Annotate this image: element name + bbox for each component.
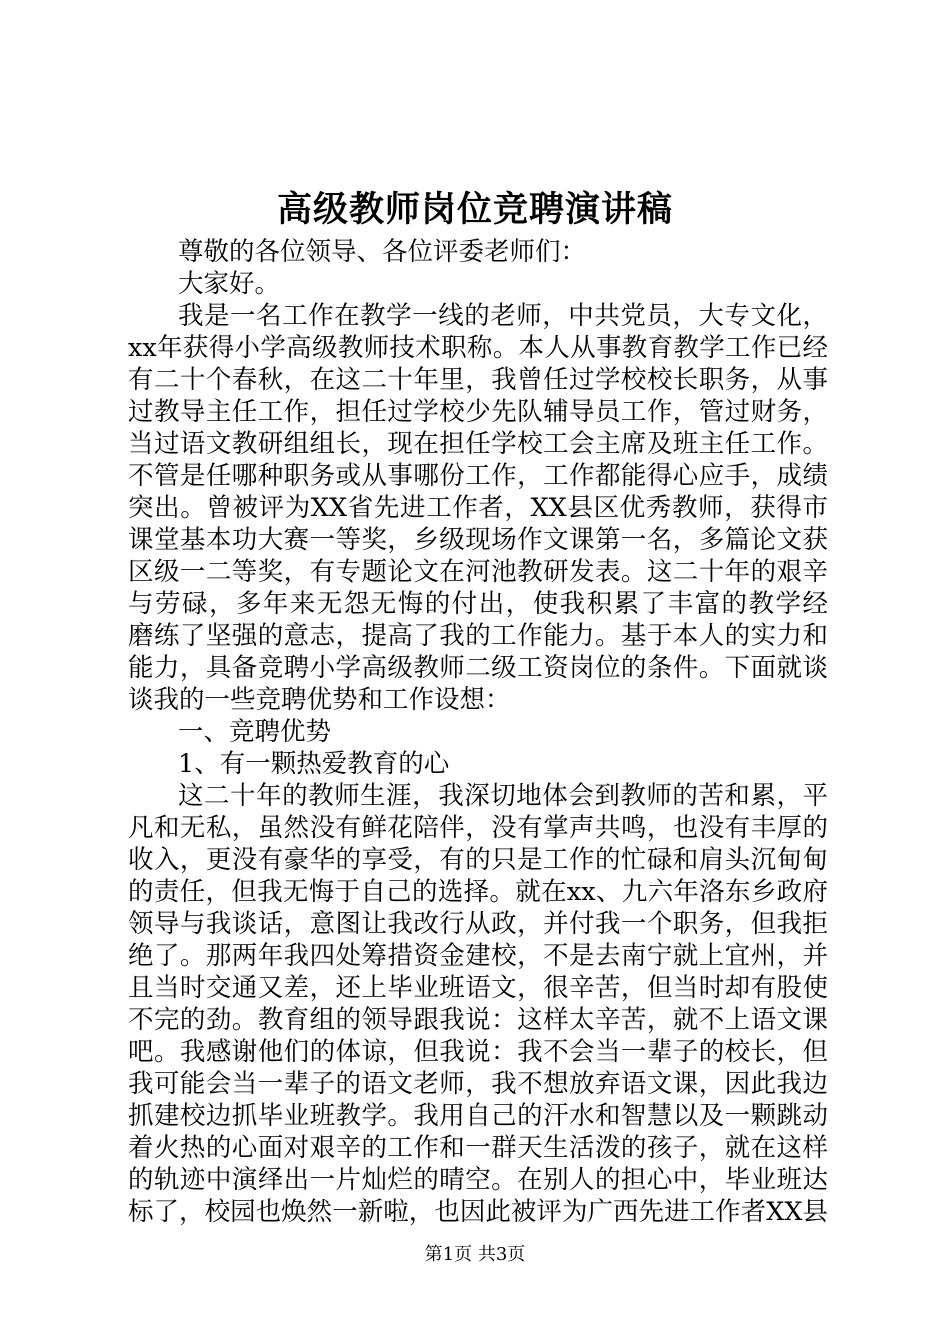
text-line: 我可能会当一辈子的语文老师，我不想放弃语文课，因此我边 [128, 1069, 828, 1099]
text-line: 领导与我谈话，意图让我改行从政，并付我一个职务，但我拒 [128, 909, 828, 939]
text-line: 的责任，但我无悔于自己的选择。就在xx、九六年洛东乡政府 [128, 877, 828, 907]
text-line: 不完的劲。教育组的领导跟我说：这样太辛苦，就不上语文课 [128, 1005, 828, 1035]
text-line: 吧。我感谢他们的体谅，但我说：我不会当一辈子的校长，但 [128, 1037, 828, 1067]
text-line: 收入，更没有豪华的享受，有的只是工作的忙碌和肩头沉甸甸 [128, 845, 828, 875]
text-line: 磨练了坚强的意志，提高了我的工作能力。基于本人的实力和 [128, 621, 828, 651]
text-line: 课堂基本功大赛一等奖，乡级现场作文课第一名，多篇论文获 [128, 525, 828, 555]
text-line: 不管是任哪种职务或从事哪份工作，工作都能得心应手，成绩 [128, 461, 828, 491]
text-line: 凡和无私，虽然没有鲜花陪伴，没有掌声共鸣，也没有丰厚的 [128, 813, 828, 843]
text-line: 突出。曾被评为XX省先进工作者，XX县区优秀教师，获得市 [128, 493, 828, 523]
text-line: 这二十年的教师生涯，我深切地体会到教师的苦和累，平 [178, 781, 828, 811]
text-line: 与劳碌，多年来无怨无悔的付出，使我积累了丰富的教学经 [128, 589, 828, 619]
text-line: 能力，具备竞聘小学高级教师二级工资岗位的条件。下面就谈 [128, 653, 828, 683]
text-line: 过教导主任工作，担任过学校少先队辅导员工作，管过财务， [128, 397, 828, 427]
text-line: 区级一二等奖，有专题论文在河池教研发表。这二十年的艰辛 [128, 557, 828, 587]
text-line: 当过语文教研组组长，现在担任学校工会主席及班主任工作。 [128, 429, 828, 459]
document-title: 高级教师岗位竞聘演讲稿 [276, 189, 673, 230]
text-line: 谈我的一些竞聘优势和工作设想： [128, 685, 511, 715]
text-line: xx年获得小学高级教师技术职称。本人从事教育教学工作已经 [128, 333, 828, 363]
text-line: 着火热的心面对艰辛的工作和一群天生活泼的孩子，就在这样 [128, 1133, 828, 1163]
subsection-heading: 1、有一颗热爱教育的心 [178, 749, 450, 779]
text-line: 且当时交通又差，还上毕业班语文，很辛苦，但当时却有股使 [128, 973, 828, 1003]
text-line: 标了，校园也焕然一新啦，也因此被评为广西先进工作者XX县 [128, 1197, 828, 1227]
text-line: 绝了。那两年我四处筹措资金建校，不是去南宁就上宜州，并 [128, 941, 828, 971]
text-line: 的轨迹中演绎出一片灿烂的晴空。在别人的担心中，毕业班达 [128, 1165, 828, 1195]
document-body [128, 236, 828, 1228]
page-footer: 第1页 共3页 [424, 1244, 526, 1265]
text-line: 尊敬的各位领导、各位评委老师们： [178, 237, 587, 267]
text-line: 大家好。 [178, 269, 281, 299]
text-line: 有二十个春秋，在这二十年里，我曾任过学校校长职务，从事 [128, 365, 828, 395]
text-line: 我是一名工作在教学一线的老师，中共党员，大专文化， [178, 301, 828, 331]
section-heading: 一、竞聘优势 [178, 717, 332, 747]
text-line: 抓建校边抓毕业班教学。我用自己的汗水和智慧以及一颗跳动 [128, 1101, 828, 1131]
